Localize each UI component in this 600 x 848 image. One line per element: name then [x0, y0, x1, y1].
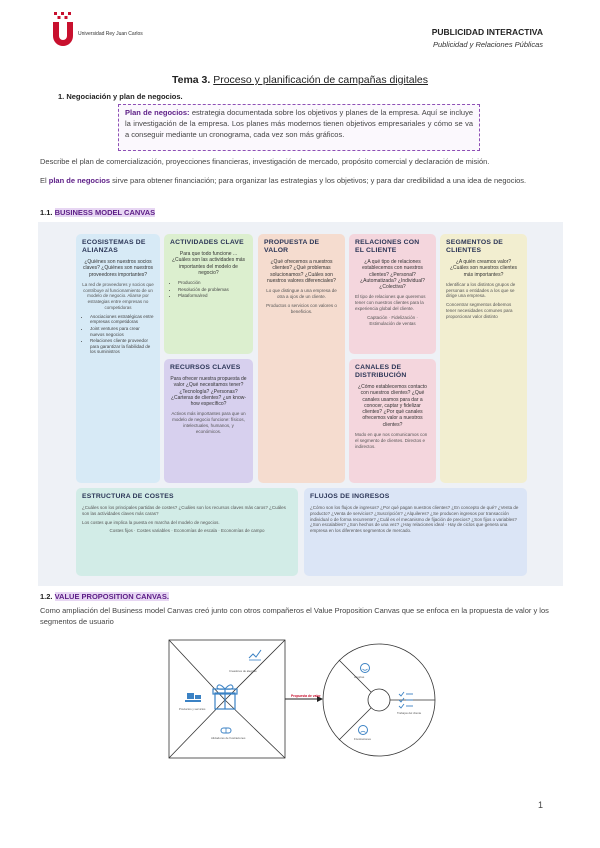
- paragraph-purpose: [40, 175, 562, 186]
- block-question: ¿A quién creamos valor? ¿Cuáles son nuestros clientes más importantes?: [450, 259, 517, 278]
- paragraph-description: Describe el plan de comercialización, proyecciones financieras, investigación de mercado, propósito comercial y declaración de misión.: [40, 157, 490, 166]
- block-question: ¿Cuáles son los principales partidas de costes? ¿Cuáles son los recursos claves más caros? ¿Cuáles son las actividades claves más caras?: [82, 505, 286, 516]
- block-text: Concentrar segmentos debemos tener necesidades comunes para proporcionar valor distinto: [446, 302, 513, 319]
- block-question: Para que todo funcione ... ¿Cuáles son las actividades más importantes del modelo de negocio?: [171, 251, 246, 276]
- paragraph-bold-term: plan de negocios: [48, 176, 111, 185]
- list-item: • Plataforma/red: [178, 293, 247, 299]
- page-number: 1: [537, 800, 543, 810]
- definition-term: Plan de negocios:: [125, 108, 190, 117]
- block-title: SEGMENTOS DE CLIENTES: [446, 239, 504, 254]
- paragraph-text-start: El: [40, 176, 49, 185]
- canvas-block-relaciones: [349, 234, 436, 354]
- pains-label: Frustraciones: [354, 737, 371, 741]
- business-model-canvas: [38, 222, 563, 586]
- block-text: Activos más importantes para que un modelo de negocio funcione: físicos, intelectuales, humanos, y económicos.: [171, 411, 246, 434]
- canvas-block-canales: [349, 359, 436, 483]
- document-title: PUBLICIDAD INTERACTIVA: [431, 27, 543, 37]
- block-title: RELACIONES CON EL CLIENTE: [355, 239, 420, 254]
- block-question: ¿Quiénes son nuestros socios claves? ¿Quiénes son nuestros proveedores importantes?: [82, 259, 154, 278]
- vpc-paragraph: Como ampliación del Business model Canvas creó junto con otros compañeros el Value Proposition Canvas que se enfoca en la propuesta de valor y los segmentos de usuario: [40, 606, 549, 626]
- gain-creators-label: Creadores de alegrías: [229, 669, 257, 673]
- block-text: Captación · Fidelización · Estimulación de ventas: [367, 314, 418, 326]
- university-name: Universidad Rey Juan Carlos: [78, 31, 143, 37]
- canvas-block-propuesta: [258, 234, 345, 483]
- topic-heading: [0, 74, 600, 86]
- canvas-block-costes: [76, 488, 298, 576]
- block-question: ¿Qué ofrecemos a nuestros clientes? ¿Qué problemas solucionamos? ¿Cuáles son nuestros valores diferenciales?: [267, 259, 336, 284]
- pain-relievers-label: Aliviadores de frustraciones: [211, 736, 246, 740]
- block-question: ¿Cómo son los flujos de ingresos? ¿Por qué pagan nuestros clientes? ¿En concepto de qué? ¿Venta de producto? ¿Venta de servicios? ¿Suscripción? ¿Alquileres? ¿Se producen ingresos por transacción individual o de forma recurrente? ¿Cuál es el mecanismo de fijación de precios? ¿Son fijos o variables? ¿Son escalables? ¿Son hechos de una vez? ¿Hay relaciones ideal · Hay de ciclos que genera una empresa en los diferentes segmentos de mercado.: [310, 505, 519, 534]
- university-logo-icon: [52, 12, 74, 46]
- topic-number: Tema 3.: [171, 74, 211, 86]
- block-text: El tipo de relaciones que queremos tener con nuestros clientes para la experiencia global del cliente.: [355, 294, 426, 312]
- value-proposition-canvas-diagram: [167, 638, 437, 762]
- block-text: La red de proveedores y socios que contribuye al funcionamiento de un modelo de negocio. Aliarse por estrategias entre empresas no competidoras: [82, 281, 154, 311]
- block-text: Productos o servicios con valores o beneficios.: [266, 302, 337, 314]
- block-question: ¿A qué tipo de relaciones establecemos con nuestros clientes? ¿Personal? ¿Automatizada? ¿Individual? ¿Colectiva?: [360, 259, 425, 291]
- block-question: ¿Cómo establecemos contacto con nuestros clientes? ¿Qué canales usamos para dar a conocer, captar y fidelizar clientes? ¿Por qué canales ofrecemos valor a nuestros clientes?: [358, 384, 427, 428]
- subsection-number: 1.1.: [40, 208, 55, 217]
- block-question: Para ofrecer nuestra propuesta de valor ¿Qué necesitamos tener? ¿Tecnología? ¿Personas? ¿Carteras de clientes? ¿un know-how específico?: [170, 376, 247, 408]
- subsection-number: 1.2.: [40, 592, 55, 601]
- products-label: Productos y servicios: [179, 707, 206, 711]
- gains-label: Alegrías: [354, 675, 365, 679]
- block-title: RECURSOS CLAVES: [170, 364, 241, 371]
- block-title: ESTRUCTURA DE COSTES: [82, 493, 174, 500]
- canvas-block-alianzas: [76, 234, 160, 483]
- list-item: • Producción: [178, 280, 247, 286]
- document-subtitle: Publicidad y Relaciones Públicas: [432, 40, 543, 49]
- list-item: • Relaciones cliente proveedor para garantizar la fiabilidad de los suministros: [90, 338, 154, 355]
- definition-text: estrategia documentada sobre los objetivos y planes de la empresa. Aquí se incluye la investigación de la empresa. Los planes más modernos tienen objetivos empresariales y cómo se va a conseguir mediante un cronograma, cada vez son más gráficos.: [125, 108, 473, 139]
- section-heading: 1. Negociación y plan de negocios.: [58, 92, 183, 101]
- subsection-heading-vpc: [40, 592, 169, 601]
- block-text: Modo en que nos comunicamos con el segmento de clientes. Directos e indirectos.: [355, 432, 428, 449]
- subsection-title: BUSINESS MODEL CANVAS: [54, 208, 156, 217]
- list-item: • Resolución de problemas: [178, 287, 247, 293]
- block-title: ECOSISTEMAS DE ALIANZAS: [82, 239, 146, 254]
- canvas-block-segmentos: [440, 234, 527, 483]
- paragraph-text-end: sirve para obtener financiación; para organizar las estrategias y los objetivos; y para dar credibilidad a una idea de negocios.: [110, 176, 527, 185]
- block-title: FLUJOS DE INGRESOS: [310, 493, 390, 500]
- subsection-heading-bmc: [40, 208, 155, 217]
- canvas-block-ingresos: [304, 488, 527, 576]
- block-text: Los costes que implica la puesta en marcha del modelo de negocios.: [82, 519, 220, 525]
- topic-title: Proceso y planificación de campañas digitales: [213, 74, 429, 86]
- list-item: • Joint ventures para crear nuevos negocios: [90, 326, 154, 337]
- customer-jobs-label: Trabajos del cliente: [397, 711, 422, 715]
- block-text: Costes fijos · Costes variables · Economías de escala · Economías de campo: [109, 528, 265, 534]
- canvas-block-actividades: [164, 234, 253, 354]
- block-list: [82, 314, 154, 355]
- subsection-title: VALUE PROPOSITION CANVAS.: [54, 592, 169, 601]
- arrow-label: Propuesta de valor: [291, 694, 321, 698]
- definition-box: [118, 104, 480, 151]
- canvas-block-recursos: [164, 359, 253, 483]
- block-title: ACTIVIDADES CLAVE: [170, 239, 244, 246]
- block-title: CANALES DE DISTRIBUCIÓN: [355, 364, 407, 379]
- list-item: • Asociaciones estratégicas entre empresas competidoras: [90, 314, 154, 325]
- block-text: Identificar a los distintos grupos de personas o entidades a los que se dirige una empresa.: [446, 281, 516, 299]
- block-title: PROPUESTA DE VALOR: [264, 239, 320, 254]
- block-list: [170, 280, 247, 299]
- block-text: Lo que distingue a una empresa de otra a ojos de un cliente.: [266, 288, 337, 299]
